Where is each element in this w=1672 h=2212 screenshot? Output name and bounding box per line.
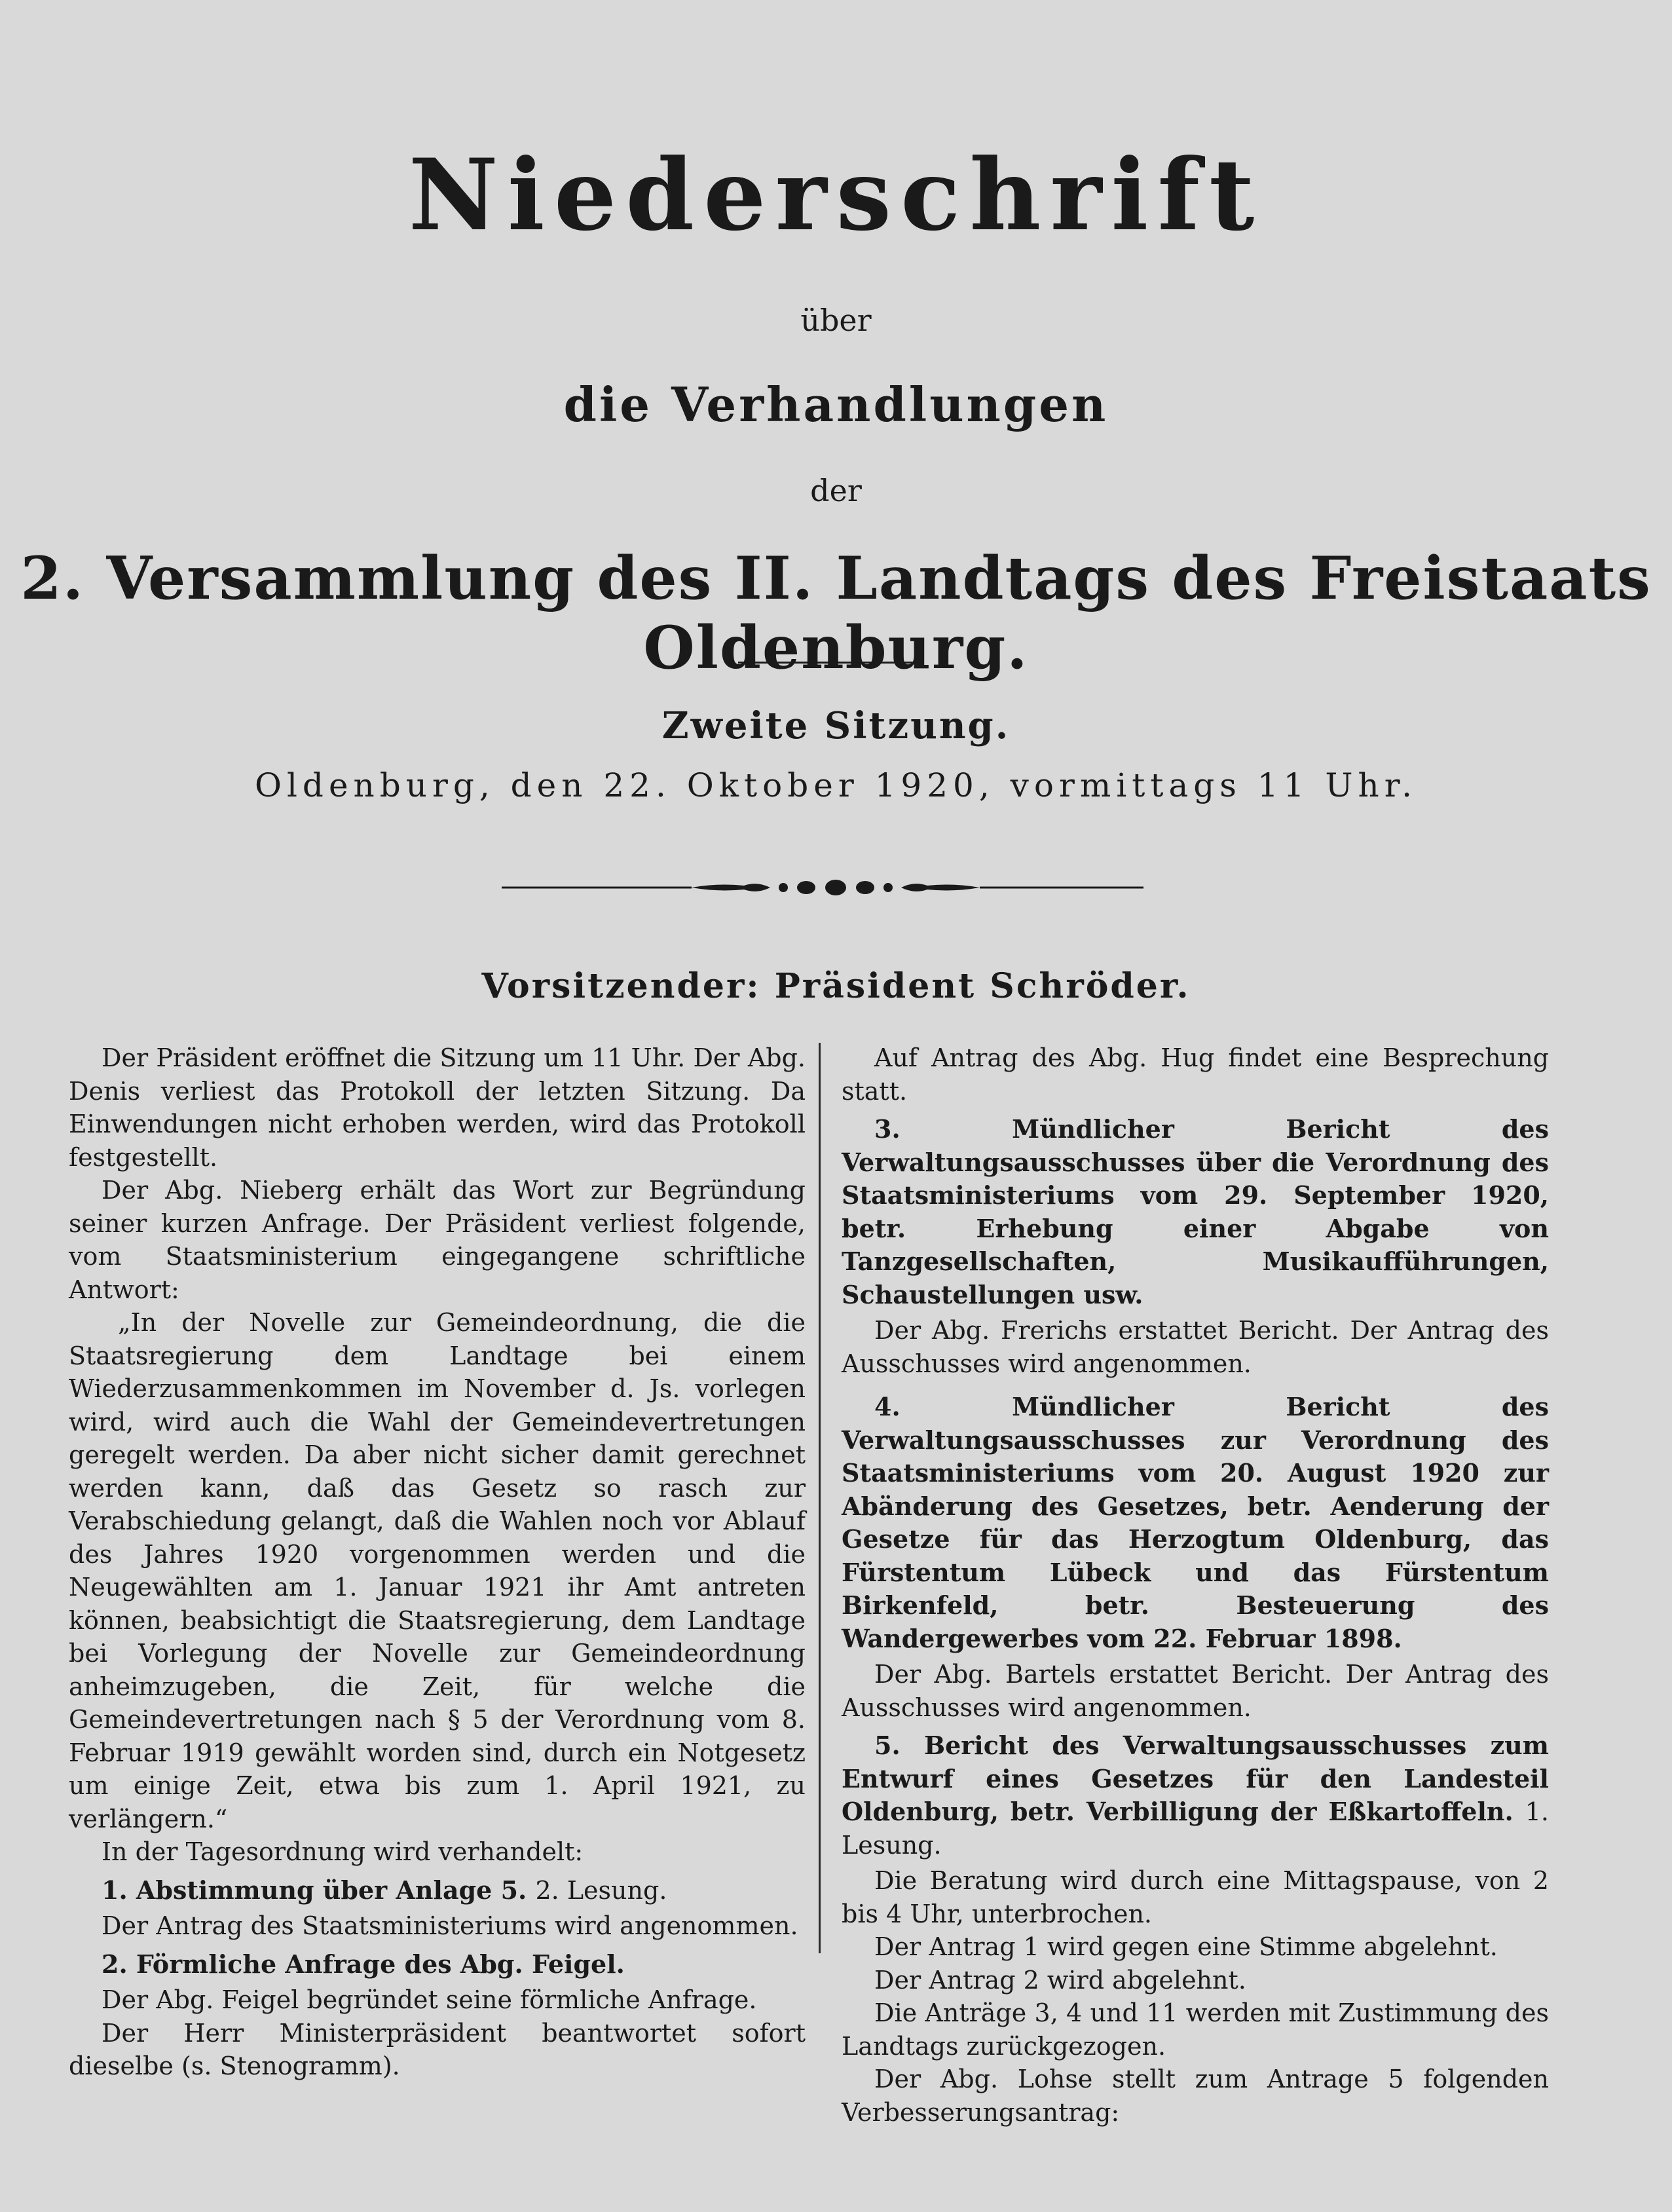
agenda-item-1-title: 1. Abstimmung über Anlage 5. bbox=[102, 1875, 527, 1905]
column-divider bbox=[819, 1043, 821, 1953]
agenda-item-1-lesung: 2. Lesung. bbox=[535, 1875, 667, 1905]
agenda-item-2-text-2: Der Herr Ministerpräsident beantwortet sofort dieselbe (s. Stenogramm). bbox=[69, 2018, 806, 2080]
dateline: Oldenburg, den 22. Oktober 1920, vormittags 11 Uhr. bbox=[254, 766, 1418, 804]
chair-line: Vorsitzender: Präsident Schröder. bbox=[481, 966, 1191, 1006]
heading-rule bbox=[738, 662, 913, 664]
agenda-item-1-text: Der Antrag des Staatsministeriums wird angenommen. bbox=[102, 1911, 798, 1940]
subtitle-ueber: über bbox=[800, 303, 872, 338]
agenda-item-5-heading bbox=[842, 1729, 1549, 1862]
agenda-item-4-heading: 4. Mündlicher Bericht des Verwaltungsausschusses zur Verordnung des Staatsministeriums vom 20. August 1920 zur Abänderung des Gesetzes, betr. Aenderung der Gesetze für das Herzogtum Oldenburg, das Fürstentum Lübeck und das Fürstentum Birkenfeld, betr. Besteuerung des Wandergewerbes vom 22. Februar 1898. bbox=[842, 1392, 1549, 1653]
agenda-item-5-text-1: Die Beratung wird durch eine Mittagspause, von 2 bis 4 Uhr, unterbrochen. bbox=[842, 1866, 1549, 1928]
document-title: Niederschrift bbox=[408, 138, 1264, 253]
agenda-item-5-title: 5. Bericht des Verwaltungsausschusses zum Entwurf eines Gesetzes für den Landesteil Oldenburg, betr. Verbilligung der Eßkartoffeln. bbox=[842, 1731, 1549, 1826]
paragraph-anfrage: Der Abg. Nieberg erhält das Wort zur Begründung seiner kurzen Anfrage. Der Präsident verliest folgende, vom Staatsministerium eingegangene schriftliche Antwort: bbox=[69, 1176, 806, 1304]
agenda-item-2-text-1: Der Abg. Feigel begründet seine förmliche Anfrage. bbox=[102, 1985, 757, 2014]
agenda-item-2-heading: 2. Förmliche Anfrage des Abg. Feigel. bbox=[102, 1949, 625, 1979]
paragraph-quote: „In der Novelle zur Gemeindeordnung, die die Staatsregierung dem Landtage bei einem Wiederzusammenkommen im November d. Js. vorlegen wird, wird auch die Wahl der Gemeindevertretungen geregelt werden. Da aber nicht sicher damit gerechnet werden kann, daß das Gesetz so rasch zur Verabschiedung gelangt, daß die Wahlen noch vor Ablauf des Jahres 1920 vorgenommen werden und die Neugewählten am 1. Januar 1921 ihr Amt antreten können, beabsichtigt die Staatsregierung, dem Landtage bei Vorlegung der Novelle zur Gemeindeordnung anheimzugeben, die Zeit, für welche die Gemeindevertretungen nach § 5 der Verordnung vom 8. Februar 1919 gewählt worden sind, durch ein Notgesetz um einige Zeit, etwa bis zum 1. April 1921, zu verlängern.“ bbox=[69, 1308, 806, 1833]
ornamental-divider bbox=[502, 871, 1143, 904]
agenda-item-3-heading: 3. Mündlicher Bericht des Verwaltungsausschusses über die Verordnung des Staatsministeriums vom 29. September 1920, betr. Erhebung einer Abgabe von Tanzgesellschaften, Musikaufführungen, Schaustellungen usw. bbox=[842, 1114, 1549, 1309]
agenda-item-1-heading bbox=[69, 1874, 806, 1907]
paragraph-opening: Der Präsident eröffnet die Sitzung um 11 Uhr. Der Abg. Denis verliest das Protokoll der letzten Sitzung. Da Einwendungen nicht erhoben werden, wird das Protokoll festgestellt. bbox=[69, 1043, 806, 1172]
session-heading: Zweite Sitzung. bbox=[661, 704, 1011, 747]
agenda-item-5-text-3: Der Antrag 2 wird abgelehnt. bbox=[874, 1965, 1246, 1995]
agenda-item-5-text-4: Die Anträge 3, 4 und 11 werden mit Zustimmung des Landtags zurückgezogen. bbox=[842, 1998, 1549, 2061]
agenda-item-5-text-5: Der Abg. Lohse stellt zum Antrage 5 folgenden Verbesserungsantrag: bbox=[842, 2065, 1549, 2127]
agenda-item-3-text: Der Abg. Frerichs erstattet Bericht. Der Antrag des Ausschusses wird angenommen. bbox=[842, 1316, 1549, 1378]
agenda-item-5-text-2: Der Antrag 1 wird gegen eine Stimme abgelehnt. bbox=[874, 1932, 1498, 1961]
agenda-item-5-lesung: 1. Lesung. bbox=[842, 1797, 1550, 1860]
subtitle-verhandlungen: die Verhandlungen bbox=[563, 377, 1109, 432]
paragraph-tagesordnung: In der Tagesordnung wird verhandelt: bbox=[102, 1837, 584, 1866]
subtitle-der: der bbox=[810, 473, 862, 508]
paragraph-besprechung: Auf Antrag des Abg. Hug findet eine Besprechung statt. bbox=[842, 1043, 1549, 1106]
right-column bbox=[842, 1041, 1549, 2129]
agenda-item-4-text: Der Abg. Bartels erstattet Bericht. Der Antrag des Ausschusses wird angenommen. bbox=[842, 1660, 1549, 1722]
assembly-heading: 2. Versammlung des II. Landtags des Freistaats Oldenburg. bbox=[20, 544, 1652, 683]
left-column bbox=[69, 1041, 806, 2083]
